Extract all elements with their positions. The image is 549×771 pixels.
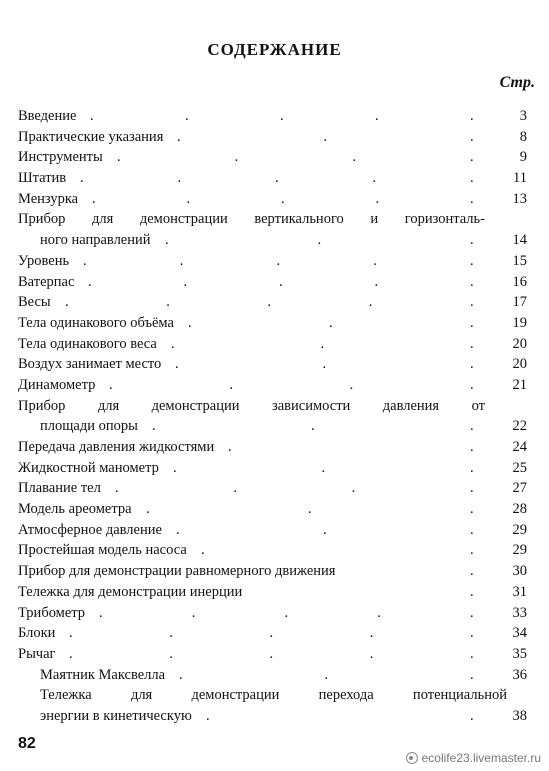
leader-dot: .: [279, 273, 283, 290]
leader-dot: .: [470, 335, 474, 352]
leader-dot: .: [470, 645, 474, 662]
toc-entry: [0, 292, 549, 313]
leader-dot: .: [269, 645, 274, 662]
leader-dot: .: [171, 335, 175, 352]
toc-entry-title: Тележка для демонстрации инерции: [18, 583, 243, 600]
leader-dot: .: [470, 232, 474, 249]
leader-dot: .: [470, 294, 474, 311]
leader-dot: .: [201, 542, 205, 559]
toc-entry-page: 28: [512, 501, 527, 518]
leader-dot: .: [470, 459, 474, 476]
page-title: СОДЕРЖАНИЕ: [207, 40, 342, 59]
toc-entry: [0, 644, 549, 665]
toc-entry-page: 25: [512, 459, 527, 476]
leader-dot: .: [321, 459, 326, 476]
toc-entry-page: 20: [512, 356, 527, 373]
toc-list: [0, 106, 549, 727]
toc-entry-page: 30: [512, 563, 527, 580]
toc-entry: [0, 272, 549, 293]
leader-dot: .: [165, 232, 169, 249]
leader-dot: .: [317, 232, 322, 249]
leader-dot: .: [470, 666, 474, 683]
leader-dot: .: [470, 376, 474, 393]
leader-dot: .: [183, 273, 188, 290]
watermark-text: ecolife23.livemaster.ru: [421, 751, 541, 765]
toc-entry-title: Рычаг: [18, 645, 56, 662]
leader-dot: .: [69, 645, 73, 662]
toc-entry-title: площади опоры: [40, 418, 138, 435]
leader-dot: .: [228, 439, 232, 455]
leader-dot: .: [322, 356, 327, 373]
leader-dot: .: [276, 252, 281, 269]
leader-dot: .: [115, 480, 119, 497]
toc-entry-page: 21: [512, 376, 527, 393]
leader-dot: .: [280, 108, 284, 124]
leader-dot: .: [176, 521, 180, 538]
toc-entry: [0, 168, 549, 189]
toc-entry-page: 22: [512, 418, 527, 435]
toc-entry: [0, 251, 549, 272]
toc-entry: [0, 230, 549, 251]
toc-entry: [0, 665, 549, 686]
toc-entry: [0, 416, 549, 437]
leader-dot: .: [191, 604, 196, 621]
leader-dot: .: [374, 273, 379, 290]
leader-dot: .: [179, 666, 183, 683]
toc-entry: [0, 313, 549, 334]
toc-entry-title: Практические указания: [18, 128, 164, 145]
toc-entry-title: Передача давления жидкостями: [18, 439, 215, 455]
leader-dot: .: [177, 170, 182, 187]
leader-dot: .: [470, 108, 474, 124]
leader-dot: .: [351, 480, 356, 497]
leader-dot: .: [470, 521, 474, 538]
toc-entry-page: 3: [519, 108, 527, 124]
leader-dot: .: [146, 501, 150, 518]
toc-entry-page: 38: [512, 707, 527, 724]
leader-dot: .: [179, 252, 184, 269]
leader-dot: .: [470, 314, 474, 331]
toc-entry-title: Весы: [18, 294, 51, 311]
leader-dot: .: [92, 190, 96, 207]
leader-dot: .: [470, 625, 474, 642]
toc-entry-title: Динамометр: [18, 376, 96, 393]
leader-dot: .: [267, 294, 272, 311]
leader-dot: .: [470, 563, 474, 580]
toc-entry: [0, 396, 549, 417]
toc-entry-page: 29: [512, 542, 527, 559]
leader-dot: .: [470, 190, 474, 207]
toc-entry-page: 17: [512, 294, 527, 311]
toc-entry: [0, 706, 549, 727]
leader-dot: .: [369, 645, 374, 662]
leader-dot: .: [470, 356, 474, 373]
leader-dot: .: [117, 149, 121, 166]
toc-entry-title: энергии в кинетическую: [40, 707, 192, 724]
toc-entry: [0, 106, 549, 127]
toc-entry-page: 15: [512, 252, 527, 269]
toc-entry-title: Простейшая модель насоса: [18, 542, 187, 559]
leader-dot: .: [229, 376, 233, 393]
toc-entry-page: 34: [512, 625, 527, 642]
leader-dot: .: [470, 273, 474, 290]
toc-entry-title: Прибор для демонстрации зависимости давления от: [18, 397, 485, 414]
toc-entry-title: Ватерпас: [18, 273, 75, 290]
toc-entry-title: Плавание тел: [18, 480, 101, 497]
leader-dot: .: [177, 128, 181, 145]
toc-entry-title: Мензурка: [18, 190, 79, 207]
leader-dot: .: [169, 645, 173, 662]
toc-entry: [0, 623, 549, 644]
leader-dot: .: [470, 252, 474, 269]
leader-dot: .: [470, 480, 474, 497]
leader-dot: .: [323, 521, 327, 538]
toc-entry-page: 13: [512, 190, 527, 207]
toc-entry: [0, 540, 549, 561]
leader-dot: .: [152, 418, 156, 435]
toc-entry: [0, 189, 549, 210]
leader-dot: .: [470, 501, 474, 518]
toc-entry-title: Блоки: [18, 625, 56, 642]
toc-entry: [0, 375, 549, 396]
toc-entry-title: Прибор для демонстрации равномерного движения: [18, 563, 336, 580]
toc-entry: [0, 582, 549, 603]
leader-dot: .: [470, 418, 474, 435]
toc-entry: [0, 458, 549, 479]
leader-dot: .: [281, 190, 285, 207]
leader-dot: .: [470, 128, 474, 145]
leader-dot: .: [186, 190, 191, 207]
watermark: [406, 751, 541, 765]
leader-dot: .: [369, 625, 374, 642]
toc-entry: [0, 209, 549, 230]
toc-entry-title: Модель ареометра: [18, 501, 132, 518]
leader-dot: .: [175, 356, 179, 373]
leader-dot: .: [375, 108, 379, 124]
leader-dot: .: [470, 583, 474, 600]
leader-dot: .: [320, 335, 325, 352]
toc-entry: [0, 127, 549, 148]
leader-dot: .: [470, 604, 474, 621]
toc-entry-title: Прибор для демонстрации вертикального и горизонталь-: [18, 211, 485, 228]
leader-dot: .: [173, 459, 177, 476]
toc-entry-page: 11: [513, 170, 527, 187]
toc-entry-page: 29: [512, 521, 527, 538]
leader-dot: .: [80, 170, 84, 187]
toc-entry: [0, 561, 549, 582]
leader-dot: .: [308, 501, 312, 518]
page-number: 82: [18, 735, 36, 752]
toc-entry-title: Тела одинакового веса: [18, 335, 157, 352]
leader-dot: .: [69, 625, 73, 642]
leader-dot: .: [470, 149, 474, 166]
leader-dot: .: [470, 707, 474, 724]
toc-entry-page: 14: [512, 232, 527, 249]
toc-entry-title: Атмосферное давление: [18, 521, 162, 538]
leader-dot: .: [185, 108, 189, 124]
toc-entry: [0, 334, 549, 355]
leader-dot: .: [372, 170, 377, 187]
toc-entry-page: 19: [512, 314, 527, 331]
leader-dot: .: [352, 149, 356, 166]
leader-dot: .: [329, 314, 333, 331]
toc-entry: [0, 478, 549, 499]
leader-dot: .: [88, 273, 92, 290]
toc-entry-title: Инструменты: [18, 149, 103, 166]
page-column-header: Стр.: [499, 74, 535, 91]
leader-dot: .: [377, 604, 381, 621]
toc-entry-title: Тела одинакового объёма: [18, 314, 174, 331]
toc-entry: [0, 147, 549, 168]
toc-entry: [0, 685, 549, 706]
leader-dot: .: [470, 439, 474, 455]
leader-dot: .: [206, 707, 210, 724]
leader-dot: .: [470, 542, 474, 559]
leader-dot: .: [166, 294, 170, 311]
toc-entry-page: 20: [512, 335, 527, 352]
leader-dot: .: [169, 625, 173, 642]
toc-entry-title: Тележка для демонстрации перехода потенциальной: [40, 687, 507, 704]
leader-dot: .: [99, 604, 103, 621]
leader-dot: .: [284, 604, 289, 621]
toc-entry-page: 27: [512, 480, 527, 497]
leader-dot: .: [90, 108, 94, 124]
toc-entry: [0, 437, 549, 458]
leader-dot: .: [83, 252, 87, 269]
leader-dot: .: [109, 376, 113, 393]
toc-entry: [0, 499, 549, 520]
leader-dot: .: [323, 128, 328, 145]
toc-entry: [0, 603, 549, 624]
leader-dot: .: [234, 149, 239, 166]
leader-dot: .: [311, 418, 315, 435]
toc-entry-page: 9: [519, 149, 527, 166]
leader-dot: .: [373, 252, 377, 269]
leader-dot: .: [375, 190, 380, 207]
leader-dot: .: [188, 314, 192, 331]
toc-entry-page: 16: [512, 273, 527, 290]
toc-entry-title: Штатив: [18, 170, 67, 187]
site-logo-icon: [406, 752, 418, 764]
toc-entry-title: ного направлений: [40, 232, 151, 249]
leader-dot: .: [65, 294, 69, 311]
toc-entry-page: 8: [519, 128, 527, 145]
toc-entry-page: 36: [512, 666, 527, 683]
toc-entry-title: Жидкостной манометр: [18, 459, 159, 476]
toc-entry-title: Трибометр: [18, 604, 86, 621]
toc-entry-title: Маятник Максвелла: [40, 666, 166, 683]
toc-entry-page: 31: [512, 583, 527, 600]
toc-entry: [0, 354, 549, 375]
toc-entry-page: 24: [512, 439, 527, 455]
leader-dot: .: [324, 666, 329, 683]
leader-dot: .: [349, 376, 354, 393]
toc-entry-page: 35: [512, 645, 527, 662]
leader-dot: .: [269, 625, 274, 642]
toc-entry-page: 33: [512, 604, 527, 621]
leader-dot: .: [233, 480, 237, 497]
toc-entry-title: Введение: [18, 108, 77, 124]
leader-dot: .: [470, 170, 474, 187]
leader-dot: .: [368, 294, 373, 311]
toc-entry-title: Воздух занимает место: [18, 356, 162, 373]
leader-dot: .: [275, 170, 279, 187]
toc-entry-title: Уровень: [18, 252, 70, 269]
toc-entry: [0, 520, 549, 541]
